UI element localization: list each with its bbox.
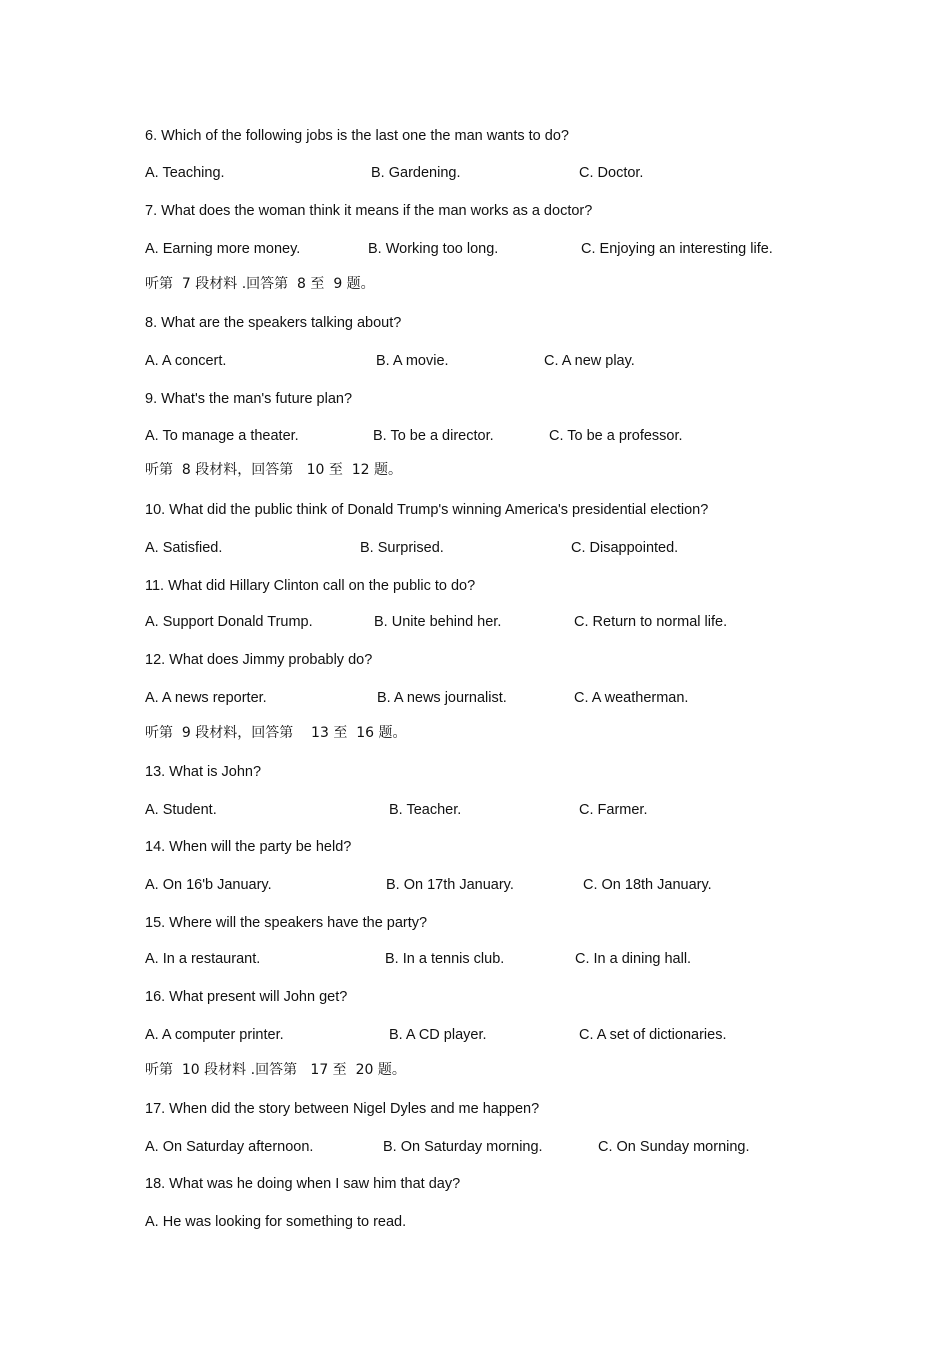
- question-text: 13. What is John?: [145, 764, 262, 780]
- option-a: A. To manage a theater.: [145, 428, 299, 444]
- section-instruction: 听第 7 段材料 .回答第 8 至 9 题。: [145, 276, 375, 292]
- option-c: C. A weatherman.: [574, 690, 689, 706]
- section-instruction: 听第 8 段材料，回答第 10 至 12 题。: [145, 462, 403, 478]
- option-c: C. Doctor.: [579, 165, 644, 181]
- option-c: C. Disappointed.: [571, 540, 679, 556]
- question-text: 15. Where will the speakers have the party?: [145, 915, 428, 931]
- option-c: C. Enjoying an interesting life.: [581, 241, 773, 257]
- option-c: C. Farmer.: [579, 802, 648, 818]
- option-c: C. On Sunday morning.: [598, 1139, 750, 1155]
- option-b: B. A CD player.: [389, 1027, 487, 1043]
- question-text: 16. What present will John get?: [145, 989, 348, 1005]
- option-c: C. To be a professor.: [549, 428, 683, 444]
- question-text: 10. What did the public think of Donald Trump's winning America's presidential election?: [145, 502, 709, 518]
- option-c: C. Return to normal life.: [574, 614, 728, 630]
- question-text: 12. What does Jimmy probably do?: [145, 652, 373, 668]
- option-c: C. On 18th January.: [583, 877, 712, 893]
- option-c: C. A set of dictionaries.: [579, 1027, 727, 1043]
- option-c: C. A new play.: [544, 353, 635, 369]
- option-a: A. A concert.: [145, 353, 227, 369]
- question-text: 18. What was he doing when I saw him that day?: [145, 1176, 461, 1192]
- section-instruction: 听第 10 段材料 .回答第 17 至 20 题。: [145, 1062, 406, 1078]
- option-a: A. Earning more money.: [145, 241, 301, 257]
- option-a: A. Satisfied.: [145, 540, 223, 556]
- question-text: 8. What are the speakers talking about?: [145, 315, 402, 331]
- option-b: B. In a tennis club.: [385, 951, 505, 967]
- option-a: A. In a restaurant.: [145, 951, 261, 967]
- option-b: B. On Saturday morning.: [383, 1139, 543, 1155]
- section-instruction: 听第 9 段材料，回答第 13 至 16 题。: [145, 725, 407, 741]
- option-b: B. Gardening.: [371, 165, 461, 181]
- option-a: A. On 16'b January.: [145, 877, 272, 893]
- option-b: B. Working too long.: [368, 241, 499, 257]
- option-c: C. In a dining hall.: [575, 951, 692, 967]
- question-text: 17. When did the story between Nigel Dyles and me happen?: [145, 1101, 540, 1117]
- option-b: B. Unite behind her.: [374, 614, 502, 630]
- question-text: 6. Which of the following jobs is the last one the man wants to do?: [145, 128, 569, 144]
- option-b: B. To be a director.: [373, 428, 494, 444]
- option-b: B. A movie.: [376, 353, 449, 369]
- option-a: A. On Saturday afternoon.: [145, 1139, 314, 1155]
- option-a: A. Teaching.: [145, 165, 225, 181]
- option-b: B. On 17th January.: [386, 877, 514, 893]
- option-b: B. Surprised.: [360, 540, 444, 556]
- question-text: 14. When will the party be held?: [145, 839, 352, 855]
- option-b: B. A news journalist.: [377, 690, 507, 706]
- question-text: 11. What did Hillary Clinton call on the public to do?: [145, 578, 476, 594]
- option-a: A. A computer printer.: [145, 1027, 284, 1043]
- option-b: B. Teacher.: [389, 802, 462, 818]
- option-a: A. A news reporter.: [145, 690, 267, 706]
- question-text: A. He was looking for something to read.: [145, 1214, 407, 1230]
- option-a: A. Student.: [145, 802, 217, 818]
- question-text: 9. What's the man's future plan?: [145, 391, 353, 407]
- option-a: A. Support Donald Trump.: [145, 614, 313, 630]
- question-text: 7. What does the woman think it means if the man works as a doctor?: [145, 203, 593, 219]
